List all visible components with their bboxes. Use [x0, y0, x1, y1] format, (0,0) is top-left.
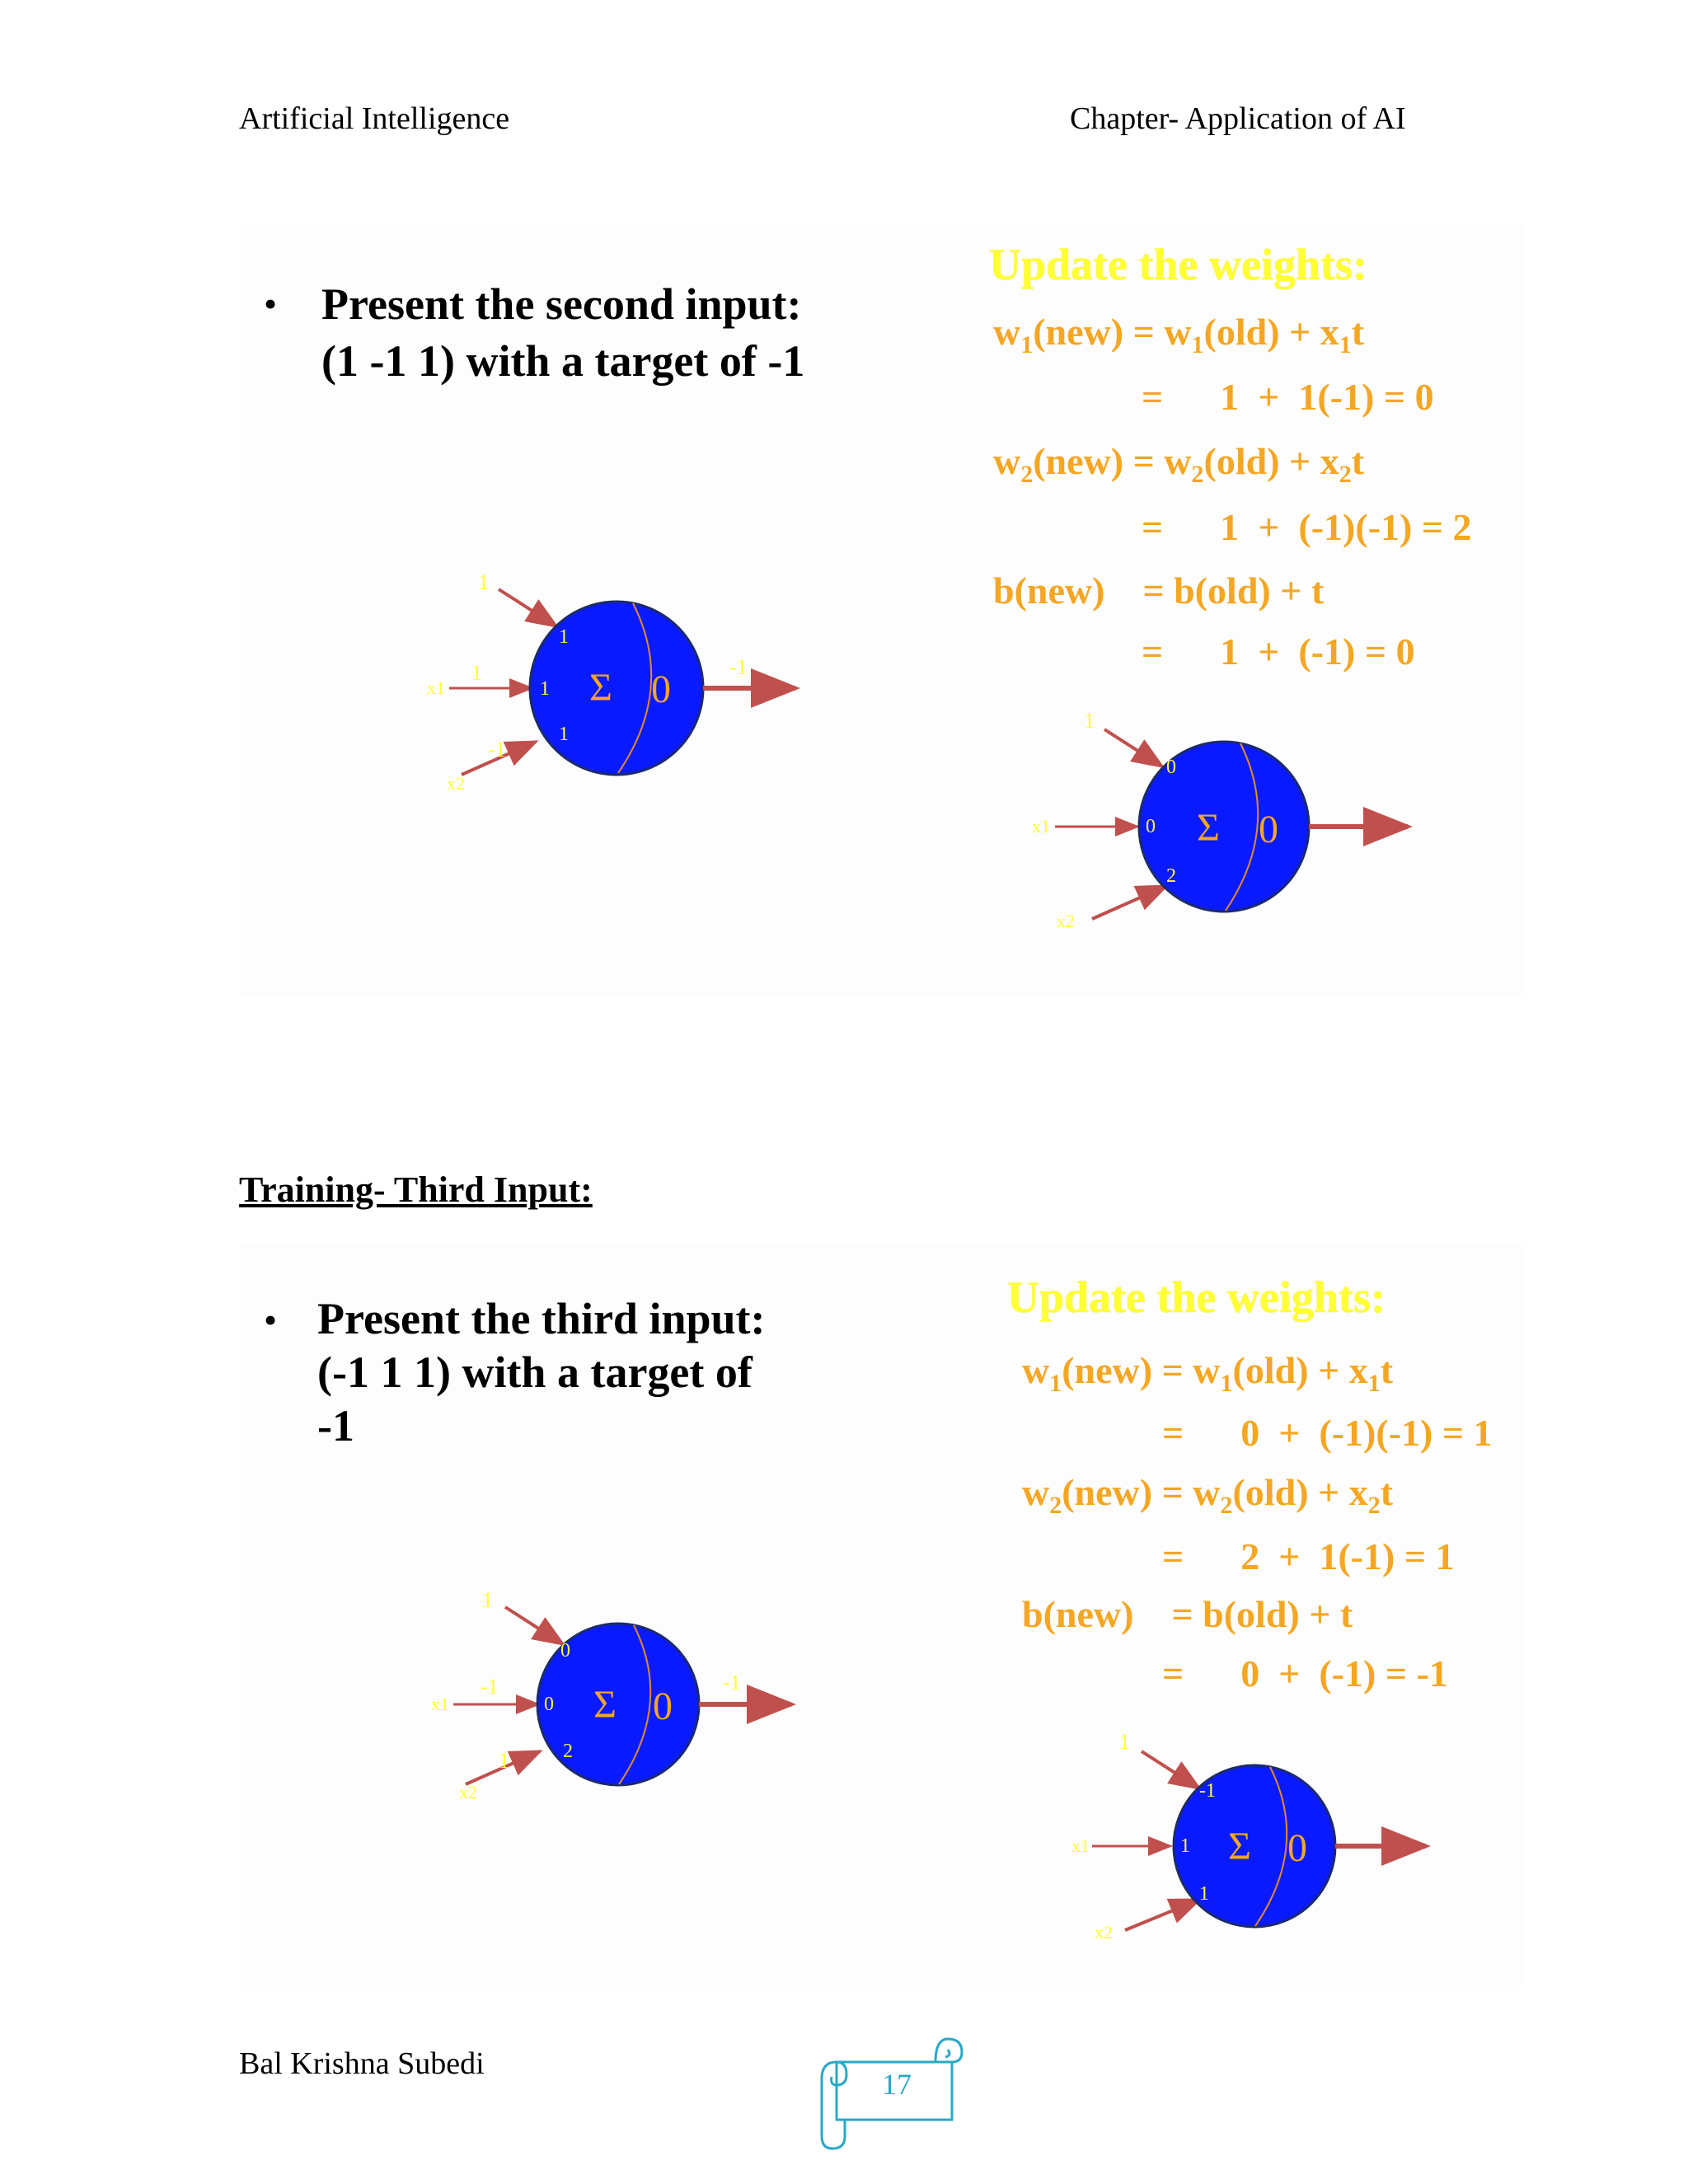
- slide2-bullet-line3: -1: [317, 1400, 354, 1451]
- slide1-update-title: Update the weights:: [989, 240, 1367, 289]
- slide2-bullet-line2: (-1 1 1) with a target of: [317, 1347, 753, 1397]
- bias-arrow: [1104, 729, 1162, 766]
- slide1-eq-w1: $w_1(new) = w_1(old) + x_1t$: [993, 311, 1365, 359]
- slide2-eq-w1: $w_1(new) = w_1(old) + x_1t$: [1022, 1349, 1394, 1398]
- section-title: Training- Third Input:: [239, 1169, 593, 1210]
- bullet-dot: •: [264, 283, 278, 325]
- x2-arrow: [1125, 1900, 1199, 1930]
- slide1-neuron-output-diagram: [1014, 705, 1426, 944]
- sigma-symbol: Σ: [589, 666, 612, 710]
- weight-bot: 2: [1166, 865, 1176, 887]
- slide1-bullet-line1: Present the second input:: [321, 279, 802, 329]
- slide1-eq-w1-val: = 1 + 1(-1) = 0: [1142, 376, 1434, 418]
- theta-symbol: 0: [651, 668, 671, 711]
- slide1-eq-b: b(new) = b(old) + t: [993, 569, 1325, 612]
- x1-label: x1: [427, 677, 445, 698]
- bias-arrow: [505, 1607, 563, 1644]
- slide2-eq-w2-val: = 2 + 1(-1) = 1: [1162, 1535, 1455, 1577]
- slide1-eq-b-val: = 1 + (-1) = 0: [1142, 630, 1415, 673]
- x2-input-label: 1: [499, 1749, 509, 1773]
- page-number: 17: [882, 2068, 912, 2101]
- output-label: -1: [729, 655, 748, 679]
- weight-mid: 1: [1180, 1835, 1190, 1857]
- slide2-bullet-line1: Present the third input:: [317, 1294, 766, 1343]
- slide2-eq-w1-val: = 0 + (-1)(-1) = 1: [1162, 1412, 1493, 1454]
- slide2-update-title: Update the weights:: [1007, 1272, 1386, 1322]
- sigma-symbol: Σ: [593, 1683, 617, 1727]
- x1-label: x1: [1071, 1835, 1090, 1856]
- slide2-eq-w2: $w_2(new) = w_2(old) + x_2t$: [1022, 1471, 1394, 1520]
- x2-label: x2: [1095, 1922, 1113, 1943]
- slide2-bullet: [317, 1292, 766, 1452]
- bullet-dot: •: [264, 1299, 278, 1341]
- sigma-symbol: Σ: [1228, 1825, 1251, 1868]
- bias-input-label: 1: [1084, 709, 1095, 733]
- x2-arrow: [1092, 886, 1166, 919]
- weight-mid: 0: [1146, 816, 1156, 837]
- slide2-eq-b-val: = 0 + (-1) = -1: [1162, 1652, 1448, 1694]
- weight-top: -1: [1199, 1780, 1216, 1802]
- x2-label: x2: [447, 773, 465, 794]
- x2-label: x2: [1057, 911, 1075, 931]
- slide2-eq-b: b(new) = b(old) + t: [1022, 1593, 1353, 1635]
- weight-bot: 2: [563, 1741, 573, 1762]
- x2-label: x2: [459, 1782, 477, 1802]
- weight-mid: 1: [540, 678, 550, 700]
- x2-input-label: -1: [488, 738, 506, 762]
- header-right: Chapter- Application of AI: [1070, 101, 1406, 136]
- slide1-bullet-line2: (1 -1 1) with a target of -1: [321, 336, 805, 387]
- weight-top: 0: [1166, 757, 1176, 778]
- neuron-body: [530, 602, 703, 775]
- bias-arrow: [499, 589, 556, 626]
- output-label: -1: [723, 1671, 741, 1694]
- x1-input-label: -1: [481, 1675, 499, 1699]
- theta-symbol: 0: [653, 1685, 673, 1728]
- neuron-body: [1139, 742, 1309, 912]
- header-left: Artificial Intelligence: [239, 101, 510, 136]
- x1-label: x1: [1032, 816, 1050, 837]
- bias-input-label: 1: [478, 570, 489, 594]
- theta-symbol: 0: [1259, 808, 1278, 851]
- weight-top: 0: [560, 1640, 570, 1661]
- x1-label: x1: [431, 1694, 449, 1714]
- neuron-body: [1174, 1765, 1335, 1927]
- slide1-eq-w2-val: = 1 + (-1)(-1) = 2: [1142, 506, 1472, 548]
- slide2-neuron-input-diagram: [416, 1574, 812, 1813]
- slide2-neuron-output-diagram: [1047, 1731, 1442, 1953]
- slide1-neuron-input-diagram: [412, 560, 824, 808]
- bias-input-label: 1: [482, 1588, 493, 1612]
- sigma-symbol: Σ: [1197, 806, 1220, 850]
- weight-bot: 1: [559, 724, 569, 745]
- x1-input-label: 1: [471, 661, 482, 685]
- bias-input-label: 1: [1119, 1731, 1130, 1754]
- weight-mid: 0: [544, 1694, 554, 1715]
- slide1-bullet: [321, 276, 804, 390]
- weight-bot: 1: [1199, 1883, 1209, 1905]
- footer-author: Bal Krishna Subedi: [239, 2046, 485, 2081]
- weight-top: 1: [559, 626, 569, 648]
- slide1-eq-w2: $w_2(new) = w_2(old) + x_2t$: [993, 440, 1365, 489]
- bias-arrow: [1142, 1751, 1199, 1788]
- theta-symbol: 0: [1287, 1826, 1307, 1870]
